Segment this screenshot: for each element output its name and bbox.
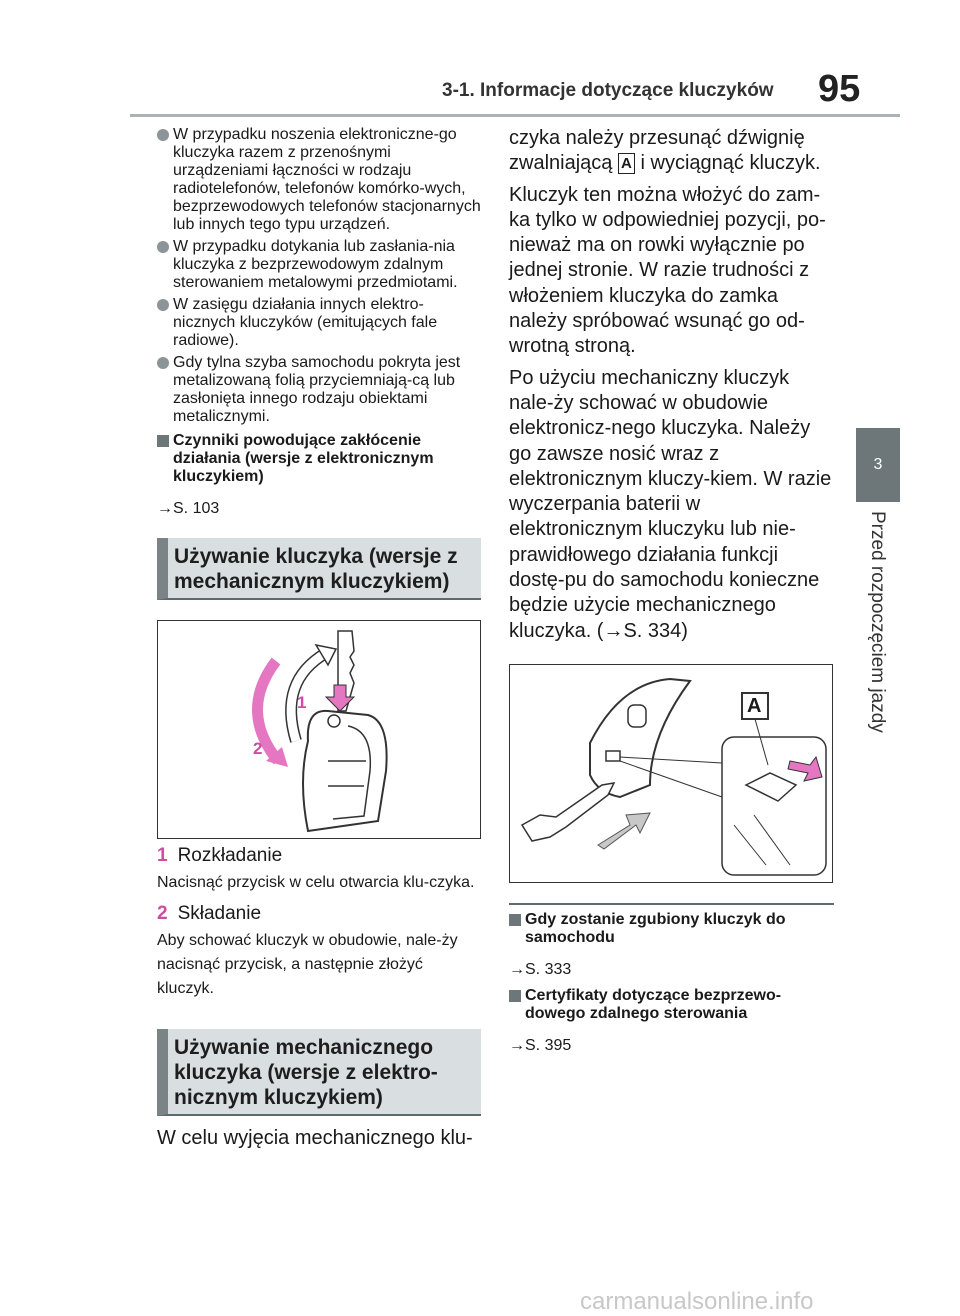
- divider: [509, 903, 834, 905]
- watermark: carmanualsonline.info: [580, 1288, 814, 1315]
- electronic-key-illustration: [510, 665, 832, 882]
- bullet-item: W przypadku dotykania lub zasłania-nia kluczyka z bezprzewodowym zdalnym sterowaniem metalowymi przedmiotami.: [157, 238, 481, 292]
- step-unfold-desc: Nacisnąć przycisk w celu otwarcia klu-czyka.: [157, 874, 475, 891]
- bullet-dot-icon: [157, 241, 169, 253]
- subheading-lost-key: Gdy zostanie zgubiony kluczyk do samochodu: [509, 911, 834, 947]
- paragraph-insertion: Kluczyk ten można włożyć do zam-ka tylko w odpowiedniej pozycji, po-nieważ ma on rowki wyłącznie po jednej stronie. W razie trudności z włożeniem kluczyka do zamka należy spróbować wsunąć go od-wrotną stroną.: [509, 183, 826, 358]
- page-number: 95: [818, 68, 861, 110]
- bullet-item: W przypadku noszenia elektroniczne-go kluczyka razem z przenośnymi urządzeniami łączności w rodzaju radiotelefonów, telefonów komórko-wych, bezprzewodowych telefonów stacjonarnych lub innych tego typu urządzeń.: [157, 126, 481, 234]
- running-header: 3-1. Informacje dotyczące kluczyków: [442, 80, 774, 101]
- section-heading-mechanical-key: Używanie kluczyka (wersje z mechanicznym kluczykiem): [157, 538, 481, 600]
- section-heading-electronic-key: Używanie mechanicznego kluczyka (wersje z elektro-nicznym kluczykiem): [157, 1029, 481, 1116]
- folding-key-illustration: [158, 621, 480, 838]
- page-reference: →S. 103: [157, 500, 220, 517]
- square-marker-icon: [157, 435, 169, 447]
- page-reference: →S. 333: [509, 960, 572, 978]
- subheading-certificates: Certyfikaty dotyczące bezprzewo-dowego zdalnego sterowania: [509, 987, 834, 1023]
- page-reference: →S. 395: [509, 1036, 572, 1054]
- left-column: [157, 126, 481, 1151]
- paragraph-storage: Po użyciu mechaniczny kluczyk nale-ży schować w obudowie elektronicz-nego kluczyka. Należy go zawsze nosić wraz z elektronicznym kluczy-kiem. W razie wyczerpania baterii w elektronicznym kluczyku lub nie-prawidłowego działania funkcji dostę-pu do samochodu konieczne będzie użycie mechanicznego kluczyka. (→S. 334): [509, 366, 832, 642]
- bullet-dot-icon: [157, 129, 169, 141]
- figure-label-2: 2: [253, 739, 263, 758]
- step-fold: 2 Składanie: [157, 903, 262, 924]
- paragraph-remove-key: W celu wyjęcia mechanicznego klu-: [157, 1127, 473, 1149]
- subheading-interference: Czynniki powodujące zakłócenie działania (wersje z elektronicznym kluczykiem): [157, 432, 481, 486]
- lever-a-key-label: A: [618, 153, 635, 174]
- step-fold-desc: Aby schować kluczyk w obudowie, nale-ży nacisnąć przycisk, a następnie złożyć kluczyk.: [157, 932, 458, 997]
- right-column: [509, 126, 834, 1055]
- bullet-item: Gdy tylna szyba samochodu pokryta jest metalizowaną folią przyciemniają-cą lub zasłonięta innego rodzaju obiektami metalicznymi.: [157, 354, 481, 426]
- square-marker-icon: [509, 914, 521, 926]
- step-unfold: 1 Rozkładanie: [157, 845, 283, 866]
- figure-release-lever: [509, 664, 833, 883]
- figure-label-1: 1: [297, 693, 307, 712]
- header-rule: [130, 114, 900, 117]
- square-marker-icon: [509, 990, 521, 1002]
- paragraph-release-lever: czyka należy przesunąć dźwignię zwalniającą A i wyciągnąć kluczyk.: [509, 127, 821, 175]
- chapter-side-label: Przed rozpoczęciem jazdy: [867, 511, 888, 733]
- figure-label-a: A: [747, 694, 762, 717]
- chapter-tab: 3: [856, 428, 900, 502]
- figure-folding-key: [157, 620, 481, 839]
- bullet-item: W zasięgu działania innych elektro-nicznych kluczyków (emitujących fale radiowe).: [157, 296, 481, 350]
- bullet-dot-icon: [157, 357, 169, 369]
- bullet-dot-icon: [157, 299, 169, 311]
